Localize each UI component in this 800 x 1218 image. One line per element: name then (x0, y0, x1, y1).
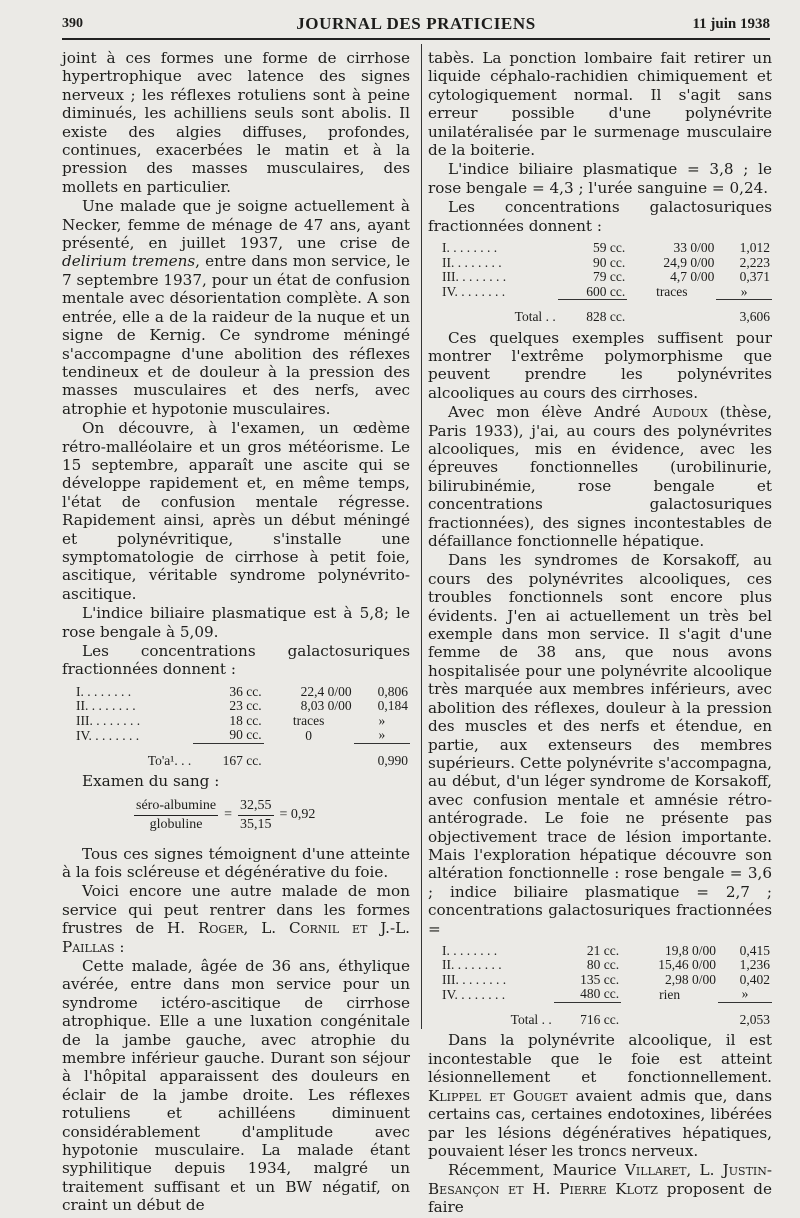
author-names: H. Roger, L. Cornil et J.-L. Paillas : (62, 919, 411, 956)
left-column (62, 49, 410, 1216)
total-quantity: 0,990 (354, 743, 410, 768)
text-run: avaient admis que, dans certains cas, certaines endotoxines, libérées par les lésions dégénératives hépatiques, pouvaient léser les troncs nerveux. (428, 1086, 773, 1160)
row-label: I. . . . . . . . (442, 942, 498, 958)
total-row (428, 300, 772, 325)
row-label: I. . . . . . . . (442, 240, 498, 256)
concentration-cell: 2,98 0/00 (665, 971, 717, 987)
right-column (428, 49, 772, 1218)
concentration-cell: traces (656, 283, 688, 299)
table-row (62, 714, 410, 729)
quantity-cell: » (378, 712, 386, 728)
quantity-cell: 2,223 (739, 254, 770, 270)
total-volume: 167 cc. (193, 743, 263, 768)
author-names: Villaret, L. Justin-Besançon et H. Pierre Klotz (428, 1161, 773, 1198)
concentration-cell: traces (292, 712, 325, 728)
quantity-cell: » (740, 283, 748, 299)
concentration-cell: 8,03 0/00 (300, 698, 352, 714)
table-row (428, 285, 772, 300)
total-label: Total . . (514, 308, 556, 324)
paragraph: On découvre, à l'examen, un œdème rétro-malléolaire et un gros météorisme. Le 15 septembre, apparaît une ascite qui se développe rapidement et, en même temps, l'état de confusion mentale régresse. Rapidement ainsi, après un début méningé et polynévritique, s'installe une symptomatologie de cirrhose à petit foie, ascitique, véritable syndrome polynévrito-ascitique. (62, 419, 410, 603)
page-number: 390 (62, 16, 83, 31)
table-row (428, 944, 772, 959)
paragraph: L'indice biliaire plasmatique = 3,8 ; le rose bengale = 4,3 ; l'urée sanguine = 0,24. (428, 160, 772, 197)
column-divider (421, 44, 422, 1029)
text-run: Avec mon élève André (448, 403, 653, 422)
text-run: Récemment, Maurice (448, 1161, 625, 1180)
quantity-cell: 0,402 (739, 971, 770, 987)
concentration-cell: 19,8 0/00 (665, 942, 717, 958)
table-row (428, 256, 772, 271)
volume-cell: 23 cc. (229, 698, 262, 714)
row-label: III. . . . . . . . (442, 971, 507, 987)
italic-term: delirium tremens (62, 252, 196, 271)
paragraph (428, 1161, 772, 1216)
row-label: II. . . . . . . . (442, 957, 502, 973)
total-row (62, 743, 410, 768)
header-rule (62, 38, 770, 40)
total-label: Total . . (510, 1011, 552, 1027)
quantity-cell: 0,415 (739, 942, 770, 958)
paragraph: Les concentrations galactosuriques fractionnées donnent : (62, 642, 410, 679)
equals-sign: = (224, 807, 232, 823)
author-names: Klippel et Gouget (428, 1086, 568, 1105)
text-run: (thèse, Paris 1933), j'ai, au cours des polynévrites alcooliques, mis en évidence, avec les épreuves fonctionnelles (urobilinurie, bilirubinémie, rose bengale et concentrations galactosuriques fractionnées), des signes incontestables de défaillance fonctionnelle hépatique. (428, 403, 772, 551)
quantity-cell: 0,184 (377, 698, 408, 714)
galactosuria-table-3 (428, 944, 772, 1028)
volume-cell: 480 cc. (580, 986, 620, 1002)
paragraph: tabès. La ponction lombaire fait retirer un liquide céphalo-rachidien chimiquement et cytologiquement normal. Il s'agit sans erreur possible d'une polynévrite unilatéralisée par le surmenage musculaire de la boiterie. (428, 49, 772, 160)
paragraph (428, 403, 772, 550)
row-label: IV. . . . . . . . (442, 283, 506, 299)
text-run: proposent de faire (428, 1179, 772, 1217)
total-label: To'a¹. . . (147, 752, 192, 768)
paragraph (428, 1031, 772, 1160)
page-header (62, 12, 770, 38)
paragraph: joint à ces formes une forme de cirrhose hypertrophique avec latence des signes nerveux ; les réflexes rotuliens sont à peine diminués, les achilliens seuls sont abolis. Il existe des algies diffuses, profondes, continues, exacerbées le matin et à la pression des masses musculaires, des mollets en particulier. (62, 49, 410, 196)
volume-cell: 36 cc. (229, 683, 262, 699)
text-run: Une malade que je soigne actuellement à Necker, femme de ménage de 47 ans, ayant présenté, en juillet 1937, une crise de (62, 197, 410, 253)
table-row (428, 958, 772, 973)
volume-cell: 59 cc. (593, 240, 626, 256)
volume-cell: 90 cc. (593, 254, 626, 270)
total-quantity: 2,053 (718, 1002, 772, 1027)
galactosuria-table-2 (428, 241, 772, 325)
table-row (428, 973, 772, 988)
author-name: Audoux (652, 403, 708, 422)
ratio-result: = 0,92 (279, 807, 316, 823)
row-label: II. . . . . . . . (76, 698, 136, 714)
quantity-cell: 0,806 (377, 683, 408, 699)
total-volume: 716 cc. (554, 1002, 621, 1027)
row-label: III. . . . . . . . (76, 712, 141, 728)
concentration-cell: 15,46 0/00 (658, 957, 717, 973)
label-fraction: séro-albumine globuline (136, 797, 217, 833)
quantity-cell: 1,012 (739, 240, 770, 256)
volume-cell: 21 cc. (586, 942, 620, 958)
table-row (62, 699, 410, 714)
paragraph: Tous ces signes témoignent d'une atteinte à la fois scléreuse et dégénérative du foie. (62, 844, 410, 881)
quantity-cell: 0,371 (739, 269, 770, 285)
volume-cell: 79 cc. (593, 269, 626, 285)
concentration-cell: 33 0/00 (673, 240, 715, 256)
row-label: III. . . . . . . . (442, 269, 507, 285)
total-row (428, 1002, 772, 1027)
text-run: , entre dans mon service, le 7 septembre 1937, pour un état de confusion mentale avec désorientation complète. A son entrée, elle a de la raideur de la nuque et un signe de Kernig. Ce syndrome méningé s'accompagne d'une abolition des réflexes tendineux et de douleur à la pression des masses musculaires et des nerfs, avec atrophie et hypotonie musculaires. (62, 252, 410, 418)
volume-cell: 18 cc. (229, 712, 262, 728)
value-fraction: $\frac{32,55}{35,15}$ (240, 797, 272, 833)
paragraph: L'indice biliaire plasmatique est à 5,8; le rose bengale à 5,09. (62, 604, 410, 641)
concentration-cell: 4,7 0/00 (670, 269, 715, 285)
row-label: IV. . . . . . . . (442, 986, 506, 1002)
total-volume: 828 cc. (558, 300, 628, 325)
albumin-globulin-ratio (134, 797, 410, 835)
text-run: Dans la polynévrite alcoolique, il est incontestable que le foie est atteint lésionnellement et fonctionnellement. (428, 1031, 772, 1087)
table-row (428, 987, 772, 1002)
concentration-cell: rien (659, 986, 681, 1002)
table-row (62, 728, 410, 743)
table-row (62, 685, 410, 700)
paragraph (62, 197, 410, 418)
table-row (428, 241, 772, 256)
volume-cell: 600 cc. (586, 283, 626, 299)
paragraph (62, 882, 410, 956)
text-run: Voici encore une autre malade de mon service qui peut rentrer dans les formes frustres de (62, 882, 410, 938)
table-row (428, 270, 772, 285)
concentration-cell: 0 (305, 727, 313, 743)
paragraph: Examen du sang : (82, 772, 220, 791)
paragraph: Dans les syndromes de Korsakoff, au cours des polynévrites alcooliques, ces troubles fonctionnels sont encore plus évidents. J'en ai actuellement un très bel exemple dans mon service. Il s'agit d'une femme de 38 ans, que nous avons hospitalisée pour une polynévrite alcoolique très marquée aux membres inférieurs, avec abolition des réflexes, douleur à la pression des muscles et des nerfs et étendue, en partie, aux extenseurs des membres supérieurs. Cette polynévrite s'accompagna, au début, d'un léger syndrome de Korsakoff, avec confusion mentale et amnésie rétro-antérograde. Le foie ne présente pas objectivement trace de lésion importante. Mais l'exploration hépatique découvre son altération fonctionnelle : rose bengale = 3,6 ; indice biliaire plasmatique = 2,7 ; concentrations galactosuriques fractionnées = (428, 551, 772, 938)
concentration-cell: 22,4 0/00 (300, 683, 352, 699)
galactosuria-table-1 (62, 685, 410, 769)
volume-cell: 90 cc. (229, 727, 262, 743)
quantity-cell: » (741, 986, 749, 1002)
row-label: II. . . . . . . . (442, 254, 502, 270)
quantity-cell: 1,236 (739, 957, 770, 973)
issue-date: 11 juin 1938 (692, 16, 770, 32)
volume-cell: 135 cc. (580, 971, 620, 987)
volume-cell: 80 cc. (586, 957, 620, 973)
quantity-cell: » (378, 727, 386, 743)
paragraph: Cette malade, âgée de 36 ans, éthylique avérée, entre dans mon service pour un syndrome ictéro-ascitique de cirrhose atrophique. Elle a une luxation congénitale de la jambe gauche, avec atrophie du membre inférieur gauche. Durant son séjour à l'hôpital apparaissent des douleurs en éclair de la jambe droite. Les réflexes rotuliens et achilléens diminuent considérablement d'amplitude avec hypotonie musculaire. La malade étant syphilitique depuis 1934, malgré un traitement suffisant et un BW négatif, on craint un début de (62, 956, 410, 1215)
paragraph: Les concentrations galactosuriques fractionnées donnent : (428, 198, 772, 235)
journal-title: JOURNAL DES PRATICIENS (296, 14, 536, 33)
paragraph: Ces quelques exemples suffisent pour montrer l'extrême polymorphisme que peuvent prendre les polynévrites alcooliques au cours des cirrhoses. (428, 328, 772, 402)
total-quantity: 3,606 (716, 300, 772, 325)
row-label: I. . . . . . . . (76, 683, 132, 699)
row-label: IV. . . . . . . . (76, 727, 140, 743)
concentration-cell: 24,9 0/00 (663, 254, 715, 270)
